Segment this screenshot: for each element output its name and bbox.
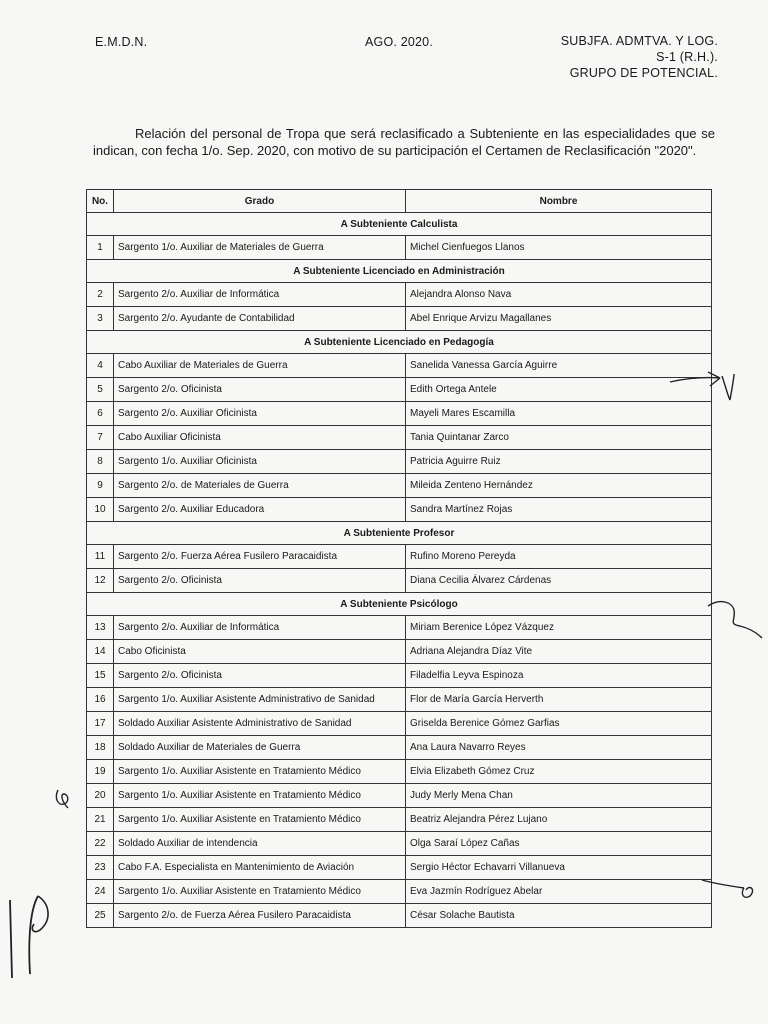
cell-no: 8 (87, 450, 114, 474)
table-row (87, 712, 712, 736)
cell-nombre: Sergio Héctor Echavarri Villanueva (406, 856, 712, 880)
cell-grado: Sargento 2/o. Auxiliar Educadora (114, 498, 406, 522)
cell-grado: Sargento 1/o. Auxiliar Asistente en Tratamiento Médico (114, 880, 406, 904)
table-row (87, 784, 712, 808)
cell-grado: Sargento 2/o. Ayudante de Contabilidad (114, 307, 406, 331)
cell-no: 25 (87, 904, 114, 928)
cell-no: 18 (87, 736, 114, 760)
cell-grado: Sargento 1/o. Auxiliar Asistente en Tratamiento Médico (114, 808, 406, 832)
table-row (87, 426, 712, 450)
cell-grado: Sargento 2/o. Auxiliar de Informática (114, 283, 406, 307)
cell-no: 22 (87, 832, 114, 856)
table-row (87, 545, 712, 569)
cell-no: 16 (87, 688, 114, 712)
section-title: A Subteniente Calculista (87, 213, 712, 236)
cell-no: 15 (87, 664, 114, 688)
cell-nombre: Mileida Zenteno Hernández (406, 474, 712, 498)
cell-no: 5 (87, 378, 114, 402)
header-right-line: S-1 (R.H.). (656, 50, 718, 64)
cell-nombre: Olga Saraí López Cañas (406, 832, 712, 856)
cell-no: 3 (87, 307, 114, 331)
table-row (87, 378, 712, 402)
table-header-row (87, 190, 712, 213)
col-header-grado: Grado (114, 190, 406, 213)
cell-grado: Sargento 1/o. Auxiliar Asistente en Tratamiento Médico (114, 784, 406, 808)
cell-grado: Sargento 2/o. Oficinista (114, 664, 406, 688)
col-header-nombre: Nombre (406, 190, 712, 213)
cell-grado: Sargento 2/o. Auxiliar Oficinista (114, 402, 406, 426)
section-title: A Subteniente Profesor (87, 522, 712, 545)
section-header-row (87, 522, 712, 545)
handwritten-mark-3 (50, 784, 80, 814)
section-title: A Subteniente Licenciado en Pedagogía (87, 331, 712, 354)
cell-no: 1 (87, 236, 114, 260)
cell-nombre: Michel Cienfuegos Llanos (406, 236, 712, 260)
table-row (87, 402, 712, 426)
cell-nombre: Diana Cecilia Álvarez Cárdenas (406, 569, 712, 593)
section-title: A Subteniente Psicólogo (87, 593, 712, 616)
table-row (87, 688, 712, 712)
cell-nombre: Griselda Berenice Gómez Garfias (406, 712, 712, 736)
cell-grado: Sargento 2/o. Oficinista (114, 378, 406, 402)
table-row (87, 569, 712, 593)
table-row (87, 856, 712, 880)
handwritten-mark-1 (668, 368, 738, 404)
table-row (87, 736, 712, 760)
cell-nombre: Elvia Elizabeth Gómez Cruz (406, 760, 712, 784)
cell-grado: Soldado Auxiliar de intendencia (114, 832, 406, 856)
table-row (87, 616, 712, 640)
cell-nombre: Eva Jazmín Rodríguez Abelar (406, 880, 712, 904)
table-row (87, 354, 712, 378)
cell-grado: Soldado Auxiliar Asistente Administrativo de Sanidad (114, 712, 406, 736)
table-row (87, 236, 712, 260)
cell-nombre: Miriam Berenice López Vázquez (406, 616, 712, 640)
table-row (87, 808, 712, 832)
cell-no: 11 (87, 545, 114, 569)
table-row (87, 498, 712, 522)
cell-grado: Sargento 2/o. de Materiales de Guerra (114, 474, 406, 498)
cell-nombre: Alejandra Alonso Nava (406, 283, 712, 307)
cell-nombre: Adriana Alejandra Díaz Vite (406, 640, 712, 664)
table-row (87, 450, 712, 474)
section-header-row (87, 213, 712, 236)
header-right-line: GRUPO DE POTENCIAL. (569, 66, 718, 80)
cell-nombre: Flor de María García Herverth (406, 688, 712, 712)
cell-grado: Cabo Auxiliar Oficinista (114, 426, 406, 450)
cell-nombre: Edith Ortega Antele (406, 378, 712, 402)
cell-no: 2 (87, 283, 114, 307)
cell-nombre: Sanelida Vanessa García Aguirre (406, 354, 712, 378)
intro-paragraph: Relación del personal de Tropa que será reclasificado a Subteniente en las especialidades que se indican, con fecha 1/o. Sep. 2020, con motivo de su participación el Certamen de Reclasificación "2020". (93, 126, 715, 158)
table-row (87, 664, 712, 688)
personnel-table (86, 189, 712, 928)
cell-no: 6 (87, 402, 114, 426)
cell-nombre: Tania Quintanar Zarco (406, 426, 712, 450)
header-right (561, 33, 718, 81)
cell-grado: Sargento 2/o. Fuerza Aérea Fusilero Paracaidista (114, 545, 406, 569)
col-header-no: No. (87, 190, 114, 213)
cell-no: 7 (87, 426, 114, 450)
cell-nombre: Ana Laura Navarro Reyes (406, 736, 712, 760)
cell-no: 24 (87, 880, 114, 904)
header-right-line: SUBJFA. ADMTVA. Y LOG. (560, 34, 718, 48)
table-row (87, 283, 712, 307)
cell-nombre: Beatriz Alejandra Pérez Lujano (406, 808, 712, 832)
cell-nombre: Patricia Aguirre Ruiz (406, 450, 712, 474)
cell-no: 23 (87, 856, 114, 880)
header-date: AGO. 2020. (365, 35, 434, 49)
cell-no: 17 (87, 712, 114, 736)
cell-nombre: César Solache Bautista (406, 904, 712, 928)
cell-grado: Cabo F.A. Especialista en Mantenimiento de Aviación (114, 856, 406, 880)
cell-nombre: Judy Merly Mena Chan (406, 784, 712, 808)
cell-grado: Cabo Auxiliar de Materiales de Guerra (114, 354, 406, 378)
table-row (87, 880, 712, 904)
cell-nombre: Sandra Martínez Rojas (406, 498, 712, 522)
cell-grado: Sargento 2/o. Oficinista (114, 569, 406, 593)
handwritten-initials (0, 890, 70, 980)
cell-grado: Sargento 1/o. Auxiliar de Materiales de Guerra (114, 236, 406, 260)
cell-grado: Sargento 1/o. Auxiliar Asistente en Tratamiento Médico (114, 760, 406, 784)
cell-nombre: Filadelfia Leyva Espinoza (406, 664, 712, 688)
table-body (87, 213, 712, 928)
cell-nombre: Rufino Moreno Pereyda (406, 545, 712, 569)
table-row (87, 904, 712, 928)
cell-no: 9 (87, 474, 114, 498)
table-row (87, 474, 712, 498)
cell-no: 20 (87, 784, 114, 808)
cell-no: 19 (87, 760, 114, 784)
handwritten-mark-2 (706, 594, 766, 644)
cell-grado: Sargento 1/o. Auxiliar Asistente Administrativo de Sanidad (114, 688, 406, 712)
table-row (87, 760, 712, 784)
table-row (87, 832, 712, 856)
cell-no: 14 (87, 640, 114, 664)
section-header-row (87, 331, 712, 354)
table-row (87, 307, 712, 331)
cell-no: 10 (87, 498, 114, 522)
section-title: A Subteniente Licenciado en Administración (87, 260, 712, 283)
cell-nombre: Abel Enrique Arvizu Magallanes (406, 307, 712, 331)
header-left: E.M.D.N. (95, 35, 148, 49)
section-header-row (87, 593, 712, 616)
cell-grado: Sargento 2/o. Auxiliar de Informática (114, 616, 406, 640)
cell-grado: Cabo Oficinista (114, 640, 406, 664)
handwritten-mark-4 (700, 870, 760, 910)
cell-grado: Sargento 2/o. de Fuerza Aérea Fusilero Paracaidista (114, 904, 406, 928)
cell-no: 4 (87, 354, 114, 378)
cell-grado: Soldado Auxiliar de Materiales de Guerra (114, 736, 406, 760)
cell-nombre: Mayeli Mares Escamilla (406, 402, 712, 426)
table-row (87, 640, 712, 664)
cell-grado: Sargento 1/o. Auxiliar Oficinista (114, 450, 406, 474)
section-header-row (87, 260, 712, 283)
cell-no: 13 (87, 616, 114, 640)
cell-no: 12 (87, 569, 114, 593)
cell-no: 21 (87, 808, 114, 832)
